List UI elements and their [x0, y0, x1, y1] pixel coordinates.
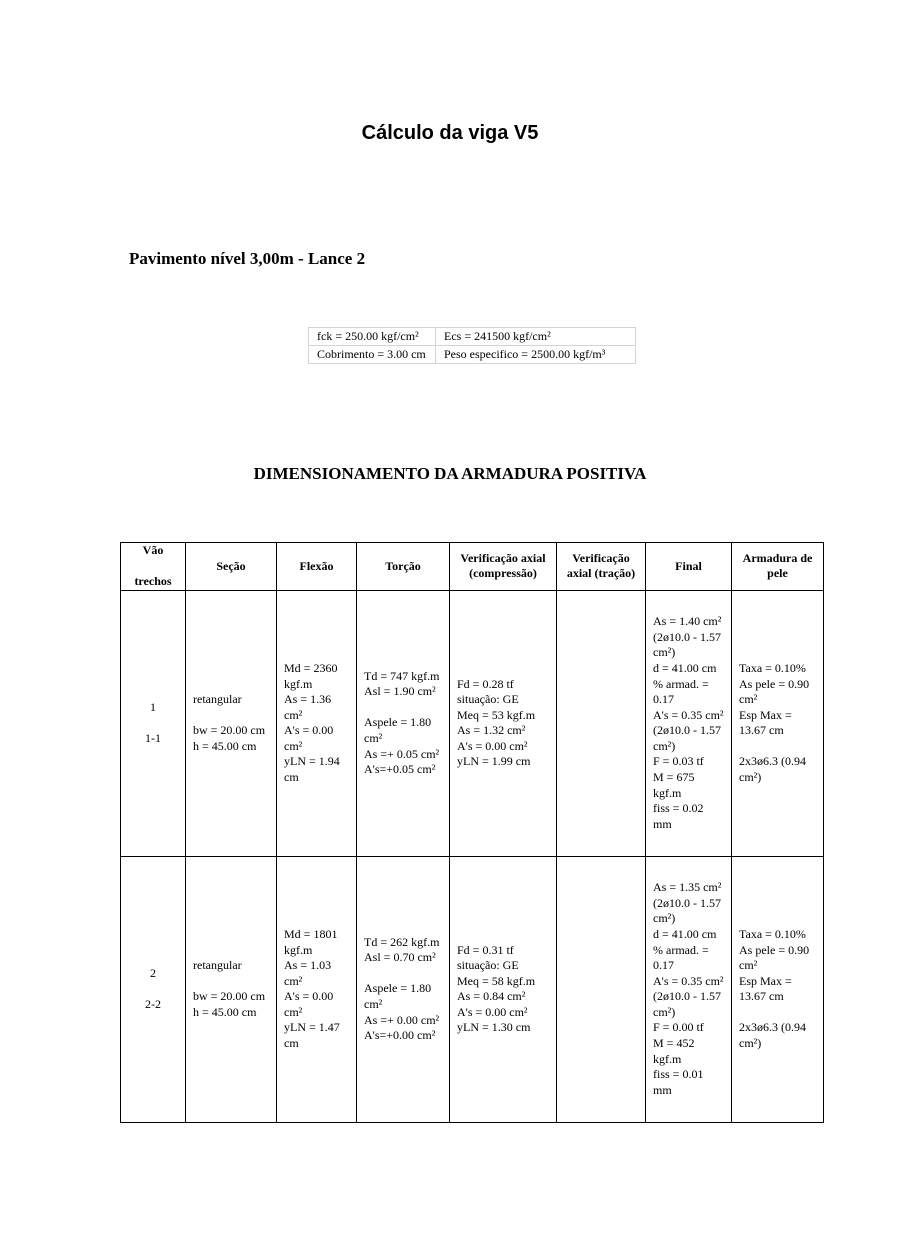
cobrimento-cell: Cobrimento = 3.00 cm: [309, 346, 436, 364]
floor-subtitle: Pavimento nível 3,00m - Lance 2: [129, 249, 366, 268]
tracao-cell: [557, 590, 646, 856]
header-flexao: Flexão: [277, 543, 357, 591]
parameters-row: [309, 328, 636, 346]
header-pele: Armadura de pele: [732, 543, 824, 591]
pele-cell: Taxa = 0.10% As pele = 0.90 cm² Esp Max = 13.67 cm 2x3ø6.3 (0.94 cm²): [732, 856, 824, 1122]
header-compressao: Verificação axial (compressão): [450, 543, 557, 591]
parameters-row: [309, 346, 636, 364]
flexao-cell: Md = 2360 kgf.m As = 1.36 cm² A's = 0.00 cm² yLN = 1.94 cm: [277, 590, 357, 856]
vao-cell: 1 1-1: [121, 590, 186, 856]
peso-especifico-cell: Peso especifico = 2500.00 kgf/m³: [436, 346, 636, 364]
ecs-cell: Ecs = 241500 kgf/cm²: [436, 328, 636, 346]
header-torcao: Torção: [357, 543, 450, 591]
table-row: [121, 590, 824, 856]
secao-cell: retangular bw = 20.00 cm h = 45.00 cm: [186, 856, 277, 1122]
final-cell: As = 1.40 cm² (2ø10.0 - 1.57 cm²) d = 41.00 cm % armad. = 0.17 A's = 0.35 cm² (2ø10.0 - 1.57 cm²) F = 0.03 tf M = 675 kgf.m fiss = 0.02 mm: [646, 590, 732, 856]
torcao-cell: Td = 747 kgf.m Asl = 1.90 cm² Aspele = 1.80 cm² As =+ 0.05 cm² A's=+0.05 cm²: [357, 590, 450, 856]
fck-cell: fck = 250.00 kgf/cm²: [309, 328, 436, 346]
reinforcement-table: [120, 542, 824, 1123]
vao-cell: 2 2-2: [121, 856, 186, 1122]
torcao-cell: Td = 262 kgf.m Asl = 0.70 cm² Aspele = 1.80 cm² As =+ 0.00 cm² A's=+0.00 cm²: [357, 856, 450, 1122]
final-cell: As = 1.35 cm² (2ø10.0 - 1.57 cm²) d = 41.00 cm % armad. = 0.17 A's = 0.35 cm² (2ø10.0 - 1.57 cm²) F = 0.00 tf M = 452 kgf.m fiss = 0.01 mm: [646, 856, 732, 1122]
flexao-cell: Md = 1801 kgf.m As = 1.03 cm² A's = 0.00 cm² yLN = 1.47 cm: [277, 856, 357, 1122]
table-row: [121, 856, 824, 1122]
compressao-cell: Fd = 0.31 tf situação: GE Meq = 58 kgf.m As = 0.84 cm² A's = 0.00 cm² yLN = 1.30 cm: [450, 856, 557, 1122]
compressao-cell: Fd = 0.28 tf situação: GE Meq = 53 kgf.m As = 1.32 cm² A's = 0.00 cm² yLN = 1.99 cm: [450, 590, 557, 856]
secao-cell: retangular bw = 20.00 cm h = 45.00 cm: [186, 590, 277, 856]
parameters-table: [308, 327, 636, 364]
page-title: Cálculo da viga V5: [361, 122, 539, 144]
header-final: Final: [646, 543, 732, 591]
header-secao: Seção: [186, 543, 277, 591]
header-tracao: Verificação axial (tração): [557, 543, 646, 591]
section-title: DIMENSIONAMENTO DA ARMADURA POSITIVA: [253, 464, 647, 483]
tracao-cell: [557, 856, 646, 1122]
table-header-row: [121, 543, 824, 591]
header-vao: Vão trechos: [121, 543, 186, 591]
pele-cell: Taxa = 0.10% As pele = 0.90 cm² Esp Max = 13.67 cm 2x3ø6.3 (0.94 cm²): [732, 590, 824, 856]
